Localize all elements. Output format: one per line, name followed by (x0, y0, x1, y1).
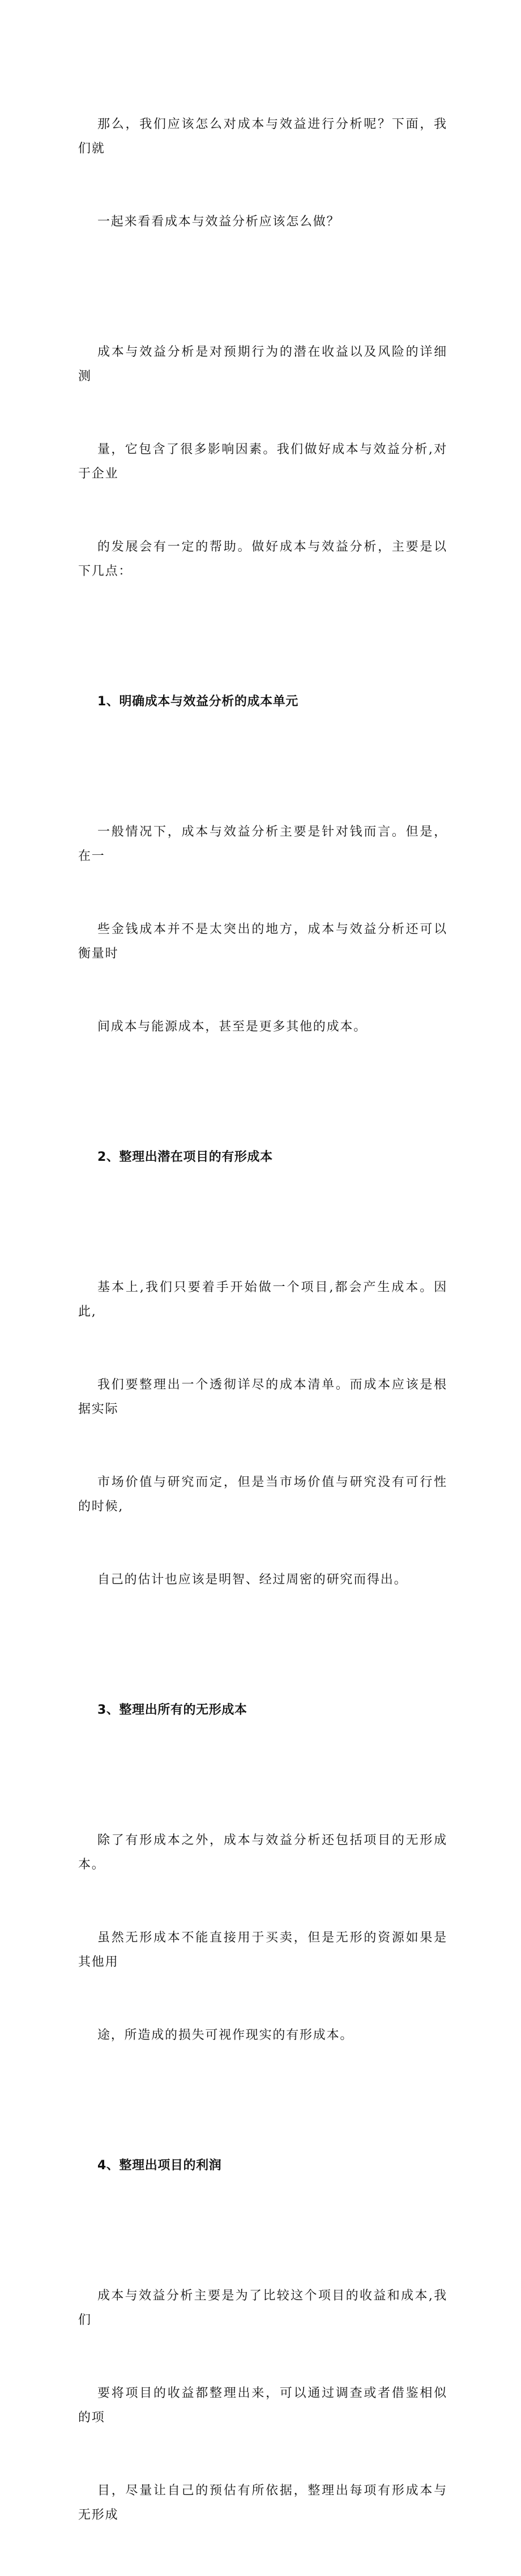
section-heading-2 (78, 1096, 447, 1218)
paragraph-line: 目，尽量让自己的预估有所依据，整理出每项有形成本与无形成 (78, 2484, 447, 2522)
paragraph-line: 那么，我们应该怎么对成本与效益进行分析呢？下面，我们就 (78, 117, 447, 156)
paragraph-line: 除了有形成本之外，成本与效益分析还包括项目的无形成本。 (78, 1833, 447, 1872)
paragraph-line: 基本上,我们只要着手开始做一个项目,都会产生成本。因此, (78, 1280, 447, 1319)
paragraph-section-3 (78, 1779, 447, 2096)
paragraph-section-2 (78, 1227, 447, 1641)
section-heading-4 (78, 2105, 447, 2226)
paragraph-section-4 (78, 2235, 447, 2576)
heading-text: 1、明确成本与效益分析的成本单元 (97, 695, 298, 709)
paragraph-line: 成本与效益分析是对预期行为的潜在收益以及风险的详细测 (78, 345, 447, 384)
paragraph-line: 成本与效益分析主要是为了比较这个项目的收益和成本,我们 (78, 2289, 447, 2327)
paragraph-line: 量，它包含了很多影响因素。我们做好成本与效益分析,对于企业 (78, 442, 447, 481)
paragraph-line: 的发展会有一定的帮助。做好成本与效益分析，主要是以下几点： (78, 540, 447, 578)
paragraph-line: 我们要整理出一个透彻详尽的成本清单。而成本应该是根据实际 (78, 1378, 447, 1416)
paragraph-line: 途，所造成的损失可视作现实的有形成本。 (97, 2028, 354, 2042)
paragraph-line: 一般情况下，成本与效益分析主要是针对钱而言。但是，在一 (78, 825, 447, 863)
paragraph-line: 间成本与能源成本，甚至是更多其他的成本。 (97, 1020, 368, 1034)
paragraph-line: 自己的估计也应该是明智、经过周密的研究而得出。 (97, 1573, 408, 1587)
document-body (78, 63, 447, 2576)
section-heading-3 (78, 1649, 447, 1771)
paragraph-definition (78, 291, 447, 632)
heading-text: 4、整理出项目的利润 (97, 2158, 222, 2173)
section-heading-1 (78, 641, 447, 763)
heading-text: 3、整理出所有的无形成本 (97, 1703, 247, 1717)
paragraph-intro (78, 63, 447, 283)
paragraph-line: 些金钱成本并不是太突出的地方，成本与效益分析还可以衡量时 (78, 922, 447, 961)
paragraph-line: 一起来看看成本与效益分析应该怎么做？ (97, 215, 340, 229)
paragraph-line: 要将项目的收益都整理出来，可以通过调查或者借鉴相似的项 (78, 2386, 447, 2425)
heading-text: 2、整理出潜在项目的有形成本 (97, 1150, 273, 1164)
paragraph-line: 虽然无形成本不能直接用于买卖，但是无形的资源如果是其他用 (78, 1931, 447, 1969)
paragraph-line: 市场价值与研究而定，但是当市场价值与研究没有可行性的时候, (78, 1475, 447, 1514)
paragraph-section-1 (78, 771, 447, 1088)
